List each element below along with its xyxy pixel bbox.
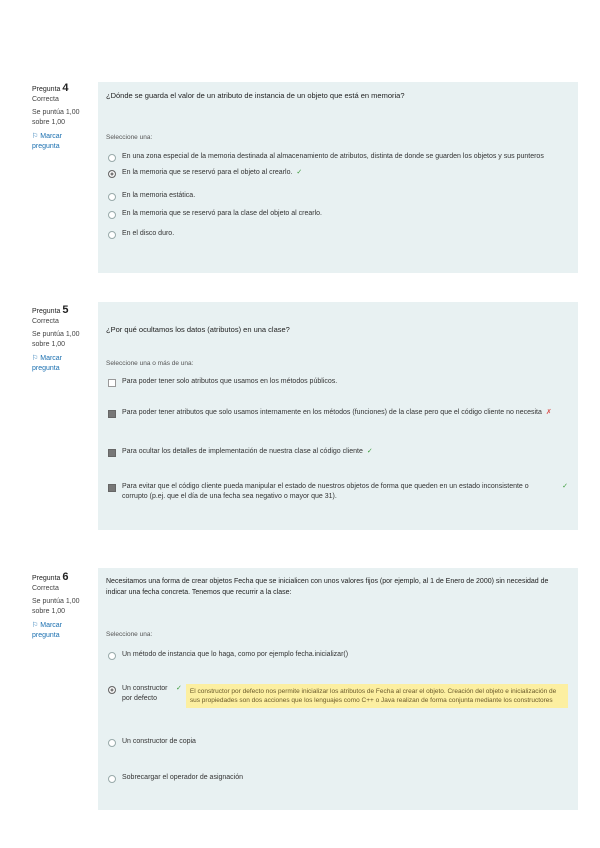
radio-button[interactable] (108, 211, 116, 219)
flag-icon: ⚐ (32, 133, 39, 140)
radio-button[interactable] (108, 154, 116, 162)
question-score: Se puntúa 1,00 sobre 1,00 (32, 331, 80, 348)
option-label: En la memoria que se reservó para la clase del objeto al crearlo. (122, 210, 322, 217)
question-number (32, 83, 90, 95)
radio-button[interactable] (108, 652, 116, 660)
option-label: En la memoria estática. (122, 192, 196, 199)
question-score: Se puntúa 1,00 sobre 1,00 (32, 109, 80, 126)
radio-button[interactable] (108, 775, 116, 783)
flag-icon: ⚐ (32, 622, 39, 629)
question-label: Pregunta (32, 575, 61, 582)
radio-button[interactable] (108, 231, 116, 239)
checkbox-checked[interactable] (108, 484, 116, 492)
answer-feedback: El constructor por defecto nos permite inicializar los atributos de Fecha al crear el objeto. Creación del objeto e inicialización de sus propiedades son dos acciones que los lenguajes como C++ o Java realizan de forma conjunta mediante los constructores (186, 684, 568, 708)
flag-label: Marcar pregunta (32, 133, 63, 150)
question-text: ¿Dónde se guarda el valor de un atributo de instancia de un objeto que está en memoria? (106, 91, 405, 100)
question-status: Correcta (32, 585, 59, 592)
option-label: Un constructor de copia (122, 738, 196, 745)
answer-option-selected[interactable] (108, 447, 568, 457)
question-6-info (32, 572, 90, 641)
option-label: Para evitar que el código cliente pueda manipular el estado de nuestros objetos de forma que queden en un estado inconsistente o corrupto (p.ej. que el día de una fecha sea negativo o mayor que 31). (122, 483, 529, 500)
question-status: Correcta (32, 96, 59, 103)
question-status: Correcta (32, 318, 59, 325)
question-5-info (32, 305, 90, 374)
option-label: Para poder tener solo atributos que usamos en los métodos públicos. (122, 378, 338, 385)
answer-prompt: Seleccione una o más de una: (106, 360, 194, 367)
question-number (32, 305, 90, 317)
option-label: Un constructor por defecto (122, 685, 168, 702)
flag-question-link[interactable] (32, 354, 90, 374)
option-label: En la memoria que se reservó para el objeto al crearlo. (122, 169, 293, 176)
answer-option-selected[interactable] (108, 684, 568, 708)
answer-option[interactable] (108, 737, 568, 747)
answer-option[interactable] (108, 191, 568, 201)
flag-question-link[interactable] (32, 621, 90, 641)
radio-button[interactable] (108, 739, 116, 747)
flag-question-link[interactable] (32, 132, 90, 152)
question-label: Pregunta (32, 308, 61, 315)
answer-option[interactable] (108, 650, 568, 660)
answer-option[interactable] (108, 773, 568, 783)
option-label: Para poder tener atributos que solo usamos internamente en los métodos (funciones) de la clase pero que el código cliente no necesita (122, 409, 542, 416)
correct-check-icon: ✓ (176, 685, 182, 692)
checkbox-checked[interactable] (108, 449, 116, 457)
radio-button[interactable] (108, 193, 116, 201)
correct-check-icon: ✓ (562, 483, 568, 490)
option-label: Sobrecargar el operador de asignación (122, 774, 244, 781)
option-label: En el disco duro. (122, 230, 175, 237)
question-text: ¿Por qué ocultamos los datos (atributos) en una clase? (106, 325, 290, 334)
checkbox[interactable] (108, 379, 116, 387)
correct-check-icon: ✓ (366, 448, 373, 455)
question-number-value: 5 (62, 304, 69, 316)
radio-button-selected[interactable] (108, 686, 116, 694)
flag-label: Marcar pregunta (32, 622, 63, 639)
question-number-value: 6 (62, 571, 69, 583)
question-4-info (32, 83, 90, 152)
answer-prompt: Seleccione una: (106, 631, 153, 638)
checkbox-checked[interactable] (108, 410, 116, 418)
answer-option-selected[interactable] (108, 168, 568, 178)
answer-option-selected[interactable] (108, 408, 568, 418)
question-label: Pregunta (32, 86, 61, 93)
question-5-content (98, 302, 578, 530)
question-number (32, 572, 90, 584)
answer-option-selected[interactable] (108, 482, 568, 502)
question-text: Necesitamos una forma de crear objetos Fecha que se inicialicen con unos valores fijos (por ejemplo, al 1 de Enero de 2000) sin necesidad de indicar una fecha concreta. Tenemos que recurrir a la clase: (106, 578, 549, 596)
option-label: Para ocultar los detalles de implementación de nuestra clase al código cliente (122, 448, 363, 455)
question-4-content (98, 82, 578, 273)
answer-option[interactable] (108, 209, 568, 219)
flag-icon: ⚐ (32, 355, 39, 362)
answer-prompt: Seleccione una: (106, 134, 153, 141)
answer-option[interactable] (108, 152, 568, 162)
correct-check-icon: ✓ (296, 169, 303, 176)
question-6-content (98, 568, 578, 810)
incorrect-cross-icon: ✗ (545, 409, 552, 416)
option-label: En una zona especial de la memoria destinada al almacenamiento de atributos, distinta de donde se guarden los objetos y sus punteros (122, 153, 544, 160)
option-label: Un método de instancia que lo haga, como por ejemplo fecha.inicializar() (122, 651, 349, 658)
answer-option[interactable] (108, 229, 568, 239)
answer-option[interactable] (108, 377, 568, 387)
flag-label: Marcar pregunta (32, 355, 63, 372)
question-score: Se puntúa 1,00 sobre 1,00 (32, 598, 80, 615)
radio-button-selected[interactable] (108, 170, 116, 178)
question-number-value: 4 (62, 82, 69, 94)
